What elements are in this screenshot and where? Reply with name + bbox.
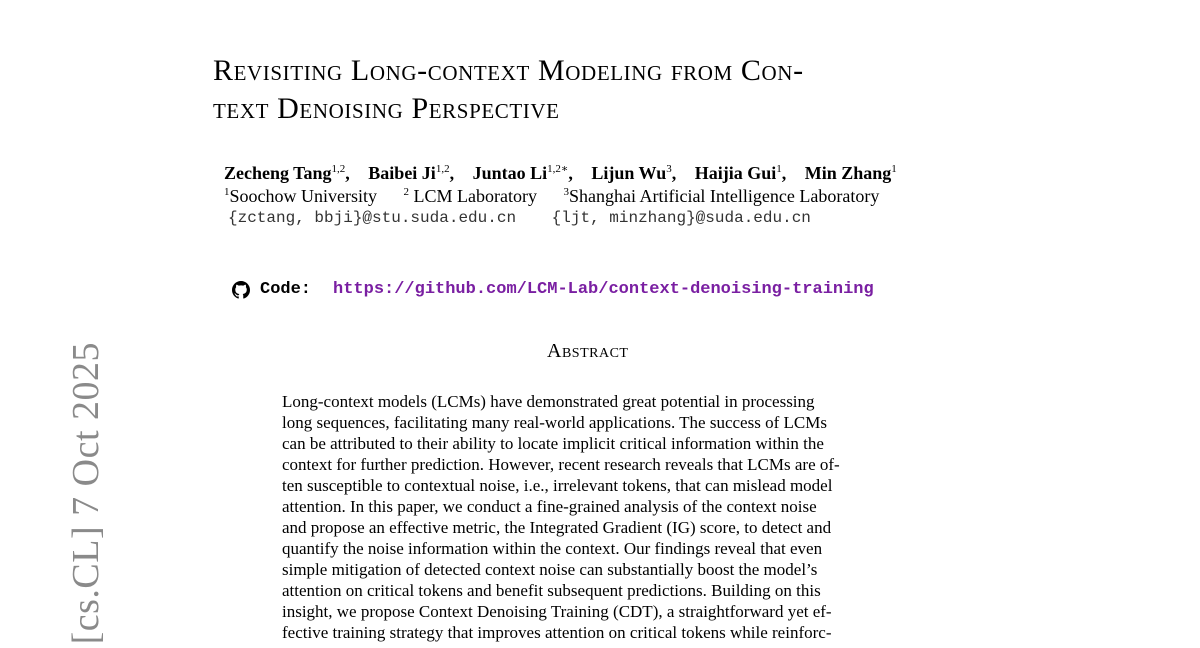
abstract-heading: Abstract [547, 340, 629, 362]
code-label: Code: [260, 280, 312, 299]
author-affil-mark: 1,2∗ [547, 163, 569, 175]
abstract-line: quantify the noise information within the context. Our findings reveal that even [282, 539, 823, 558]
author-name: Baibei Ji [368, 163, 436, 183]
abstract-line: long sequences, facilitating many real-world applications. The success of LCMs [282, 413, 827, 432]
code-repository-link[interactable]: https://github.com/LCM-Lab/context-denoising-training [333, 280, 874, 299]
abstract-body [282, 391, 922, 643]
author-affil-mark: 1,2 [331, 163, 346, 175]
arxiv-side-stamp [30, 342, 107, 648]
affiliation [224, 186, 377, 206]
author [368, 163, 454, 183]
author [695, 163, 787, 183]
abstract-line: simple mitigation of detected context noise can substantially boost the model’s [282, 560, 818, 579]
affil-mark: 1 [224, 186, 230, 198]
arxiv-stamp-text: [cs.CL] 7 Oct 2025 [65, 342, 107, 645]
abstract-line: attention. In this paper, we conduct a fine-grained analysis of the context noise [282, 497, 817, 516]
abstract-line: context for further prediction. However, recent research reveals that LCMs are of- [282, 455, 840, 474]
affiliation [563, 186, 879, 206]
author-separator: , [568, 163, 573, 183]
author [591, 163, 676, 183]
email-address[interactable]: {ljt, minzhang}@suda.edu.cn [551, 209, 811, 227]
github-icon [232, 281, 250, 299]
author-affil-mark: 1,2 [435, 163, 450, 175]
affil-name: Shanghai Artificial Intelligence Laboratory [568, 186, 880, 206]
abstract-line: fective training strategy that improves attention on critical tokens while reinforc- [282, 623, 832, 642]
author-name: Haijia Gui [694, 163, 777, 183]
abstract-line: insight, we propose Context Denoising Training (CDT), a straightforward yet ef- [282, 602, 832, 621]
abstract-line: Long-context models (LCMs) have demonstrated great potential in processing [282, 392, 815, 411]
affil-mark: 2 [403, 186, 409, 198]
author-affil-mark: 3 [666, 163, 672, 175]
paper-title [213, 52, 1003, 128]
abstract-line: ten susceptible to contextual noise, i.e., irrelevant tokens, that can mislead model [282, 476, 833, 495]
affil-mark: 3 [563, 186, 569, 198]
author [805, 163, 897, 183]
title-line-1: Revisiting Long-context Modeling from Con- [213, 54, 804, 87]
author-separator: , [781, 163, 787, 183]
code-link-row [232, 279, 874, 301]
author-separator: , [345, 163, 350, 183]
author-name: Zecheng Tang [224, 163, 332, 183]
title-line-2: text Denoising Perspective [213, 92, 560, 125]
author-name: Min Zhang [804, 163, 892, 183]
author-affil-mark: 1 [776, 163, 782, 175]
author-affil-mark: 1 [891, 163, 897, 175]
abstract-line: and propose an effective metric, the Integrated Gradient (IG) score, to detect and [282, 518, 832, 537]
affiliation [404, 186, 537, 206]
author-list [224, 162, 911, 184]
affiliation-list [224, 185, 901, 207]
author [224, 163, 350, 183]
email-list [228, 207, 811, 229]
author-name: Lijun Wu [591, 163, 667, 183]
affil-name: LCM Laboratory [413, 186, 537, 206]
abstract-line: attention on critical tokens and benefit subsequent predictions. Building on this [282, 581, 821, 600]
abstract-line: can be attributed to their ability to locate implicit critical information within the [282, 434, 824, 453]
email-address[interactable]: {zctang, bbji}@stu.suda.edu.cn [228, 209, 517, 227]
author-separator: , [671, 163, 677, 183]
author-name: Juntao Li [472, 163, 548, 183]
author-separator: , [449, 163, 455, 183]
author [473, 163, 573, 183]
affil-name: Soochow University [229, 186, 377, 206]
